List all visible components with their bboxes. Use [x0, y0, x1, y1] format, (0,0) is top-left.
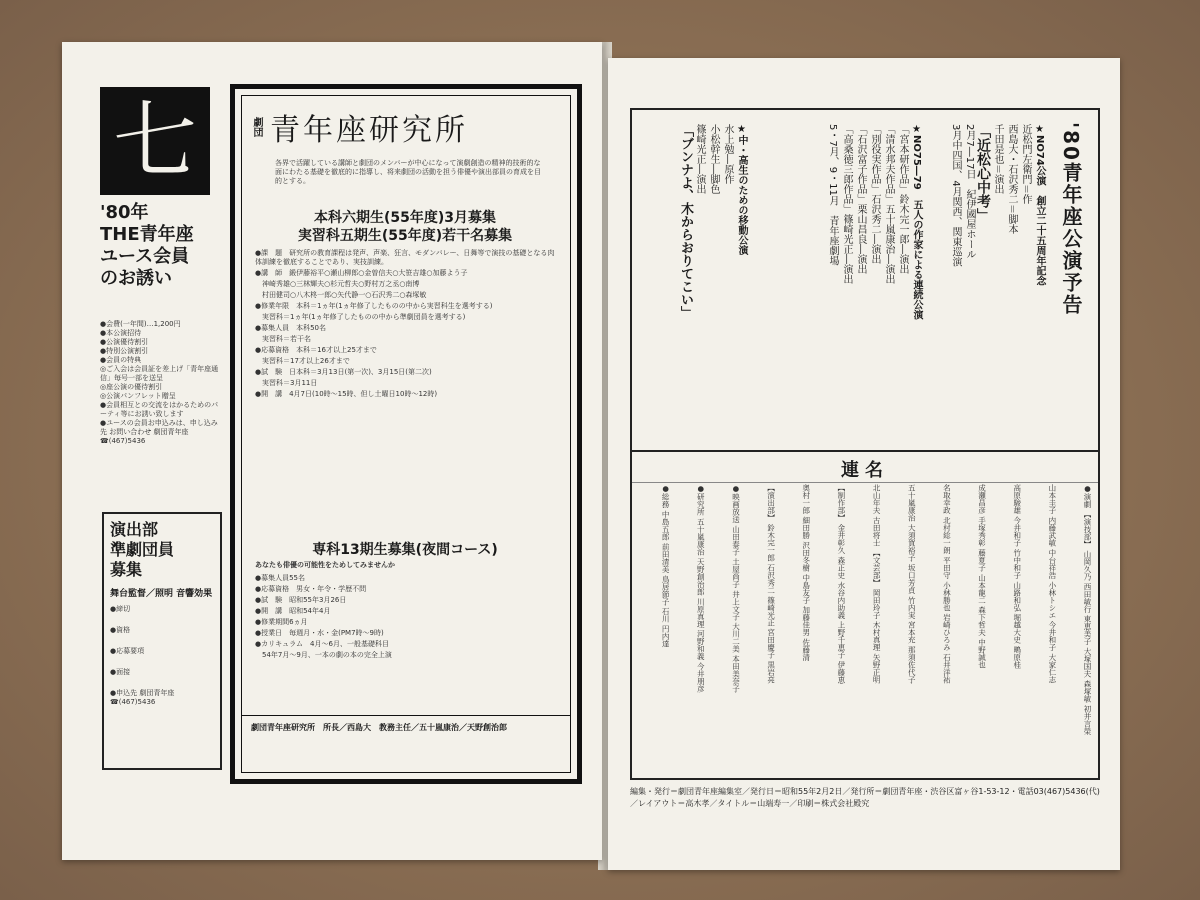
member-column: 高原駿雄 今井和子 竹中和子 山路和弘 堀越大史 鴫原桂 — [1012, 484, 1022, 669]
schedule-line: ★NO74公演 創立二十五周年記念 — [1034, 124, 1045, 286]
schedule-line: 「清水邦夫作品」五十嵐康治―演出 — [883, 124, 894, 284]
section2-item: ●募集人員55名 — [255, 574, 306, 582]
schedule-title: '80青年座公演予告 — [1059, 122, 1083, 316]
promo-line: THE青年座 — [100, 224, 194, 245]
promo-item: ●会員相互との交流をはかるためのパーティ等にお誘い致します — [100, 401, 219, 418]
section1-item: ●講 師 鍛伊藤裕平○瀬山柳郎○金曽信夫○大笹吉雄○加藤よう子 — [255, 269, 468, 277]
member-column: 【制作部】 金井彰久 森正史 水谷内助義 上野千恵子 伊藤恵 — [836, 484, 846, 684]
institute-name: 青年座研究所 — [270, 112, 468, 148]
section1-item: 村田健司○八木柊一郎○矢代静一○石沢秀二○森塚敏 — [255, 291, 427, 299]
recruit-title-line: 募集 — [110, 560, 143, 579]
promo-items — [100, 320, 222, 446]
member-column: 【演出部】 鈴木完一郎 石沢秀二 篠崎光正 宮田慶子 黒岩亮 — [766, 484, 776, 684]
section2-item: ●試 験 昭和55年3月26日 — [255, 596, 347, 604]
section1-item: ●課 題 研究所の教育課程は発声、声楽、狂言、モダンバレー、日舞等で演技の基礎となる肉体訓練を徹底することであり、実技訓練。 — [255, 249, 555, 266]
promo-item: ◎座公演の優待割引 — [100, 383, 163, 391]
promo-item: ●特別公演割引 — [100, 347, 149, 355]
notice-inner-border — [241, 95, 571, 773]
schedule-line: 篠崎光正―演出 — [694, 124, 705, 194]
schedule-line: 「石沢富子作品」栗山昌良―演出 — [855, 124, 866, 274]
schedule-line: ★中・高生のための移動公演 — [736, 124, 747, 255]
recruit-item: ☎(467)5436 — [110, 698, 156, 706]
schedule-line: ★NO75―79 五人の作家による連続公演 — [911, 124, 922, 320]
section1-item: ●修業年限 本科＝1ヵ年(1ヵ年修了したものの中から実習科生を選考する) — [255, 302, 493, 310]
section1-title-b: 実習科五期生(55年度)若干名募集 — [297, 228, 513, 244]
schedule-line: 西島大・石沢秀二＝脚本 — [1006, 124, 1017, 234]
schedule-line: 水上勉―原作 — [722, 124, 733, 184]
member-list-box — [630, 450, 1100, 780]
member-list-title: 連名 — [632, 452, 1098, 483]
seinenza-logo — [100, 87, 210, 195]
right-page — [608, 58, 1120, 870]
member-column: 山本圭子 内藤武敏 中台祥浩 小林トシエ 今井和子 大家仁志 — [1047, 484, 1057, 684]
section2-subtitle: あなたも俳優の可能性をためしてみませんか — [255, 561, 395, 569]
recruit-item: ●面接 — [110, 668, 131, 676]
promo-item: ◎公演パンフレット贈呈 — [100, 392, 176, 400]
evening-course-section — [255, 541, 555, 662]
section1-item: ●募集人員 本科50名 — [255, 324, 327, 332]
promo-item: ◎ご入会は会員証を差上げ「青年座通信」毎号一部を送呈 — [100, 365, 219, 382]
recruit-subtitle: 舞台監督／照明 音響効果 — [110, 589, 213, 599]
regular-course-section — [255, 209, 555, 401]
recruit-item: ●資格 — [110, 626, 131, 634]
logo-glyph: 七 — [112, 92, 197, 190]
schedule-line: 小松幹生―脚色 — [708, 124, 719, 194]
promo-line: ユース会員 — [100, 246, 190, 267]
schedule-line: 「別役実作品」石沢秀二―演出 — [869, 124, 880, 264]
promo-item: ☎(467)5436 — [100, 437, 146, 445]
member-column: ●研究所 五十嵐康治 天野創治郎 川原真理 河野和義 今井朋彦 — [696, 484, 706, 693]
colophon: 編集・発行＝劇団青年座編集室／発行日＝昭和55年2月2日／発行所＝劇団青年座・渋谷区富ヶ谷1-53-12・電話03(467)5436(代)／レイアウト＝高木孝／タイトル＝山端寿一／印刷＝株式会社殿究 — [630, 787, 1100, 808]
recruit-title-line: 演出部 — [110, 520, 159, 539]
schedule-col-no75-79 — [825, 124, 923, 464]
performance-schedule-box — [630, 108, 1100, 480]
promo-line: '80年 — [100, 202, 149, 223]
promo-item: ●会費(一年間)…1,200円 — [100, 320, 181, 328]
schedule-line: 5・7月、9・11月 青年座劇場 — [827, 124, 838, 266]
section1-item: ●試 験 日本科＝3月13日(第一次)、3月15日(第二次) — [255, 368, 432, 376]
section1-items — [255, 249, 555, 399]
schedule-line: 「高桑徳三郎作品」篠崎光正―演出 — [841, 124, 852, 284]
section1-item: ●応募資格 本科＝16才以上25才まで — [255, 346, 377, 354]
member-column: ●映画放送 山田泰子 土屋尚子 井上文子 大川二美 本田美奈子 — [731, 484, 741, 693]
member-column: ●演劇 【演技部】 山岡久乃 西田敏行 東恵美子 大塚国夫 森塚敏 初井言榮 — [1083, 484, 1092, 735]
promo-item: ●公演優待割引 — [100, 338, 149, 346]
left-page — [62, 42, 602, 860]
schedule-line: 「ブンナよ、木からおりてこい」 — [678, 124, 693, 319]
recruit-items — [110, 605, 214, 707]
schedule-line: 「近松心中考」 — [975, 124, 991, 222]
promo-line: のお誘い — [100, 268, 172, 289]
institute-staff-line: 劇団青年座研究所 所長／西島大 教務主任／五十嵐康治／天野創治郎 — [251, 723, 507, 732]
schedule-line: 2月7―17日 紀伊國屋ホール — [964, 124, 975, 260]
section2-item: ●開 講 昭和54年4月 — [255, 607, 331, 615]
section1-item: 実習科＝3月11日 — [255, 379, 318, 387]
promo-item: ●ユースの会員お申込みは、申し込み先 お問い合わせ 劇団青年座 — [100, 419, 218, 436]
section1-item: 実習科＝若干名 — [255, 335, 311, 343]
schedule-col-touring — [678, 124, 748, 464]
member-column: 成瀬昌彦 手塚秀彰 藤夏子 山本龍二 森下哲夫 中野誠也 — [977, 484, 987, 669]
section2-items — [255, 574, 555, 660]
recruit-item: ●応募要項 — [110, 647, 145, 655]
section1-item: 実習科＝1ヵ年(1ヵ年修了したものの中から準劇団員を選考する) — [255, 313, 466, 321]
member-list-grid — [638, 484, 1092, 774]
member-column: 奥村一郎 細田勝 沢田冬樹 中島友子 加藤佳男 佐藤清 — [801, 484, 811, 661]
member-column: ●総務 中島五郎 前田清美 鳥居節子 石川 円内達 — [661, 484, 671, 648]
section2-item: 54年7月～9月、一本の劇の本の完全上演 — [255, 651, 392, 659]
schedule-line: 千田是也＝演出 — [992, 124, 1003, 194]
section2-title: 専科13期生募集(夜間コース) — [312, 542, 498, 558]
notice-footer — [241, 715, 571, 773]
production-staff-recruit-box — [102, 512, 222, 770]
schedule-col-no74 — [948, 124, 1046, 464]
recruit-title-line: 準劇団員 — [110, 540, 175, 559]
institute-intro: 各界で活躍している講師と劇団のメンバーが中心になって演劇創造の精神的技術的な面にわたる基礎を徹底的に指導し、将来劇団の活動を担う俳優や演出部員の育成を目的とする。 — [275, 159, 541, 185]
schedule-line: 近松門左衛門＝作 — [1020, 124, 1031, 204]
section1-title-a: 本科六期生(55年度)3月募集 — [313, 210, 497, 226]
section2-item: ●応募資格 男女・年令・学歴不問 — [255, 585, 367, 593]
recruit-item: ●申込先 劇団青年座 — [110, 689, 175, 697]
institute-notice-frame — [230, 84, 582, 784]
recruit-item: ●締切 — [110, 605, 131, 613]
member-column: 北山年夫 古田将士 【文芸部】 岡田玲子 木村真理 矢野正明 — [872, 484, 882, 684]
section1-item: 神崎秀雄○三林輝夫○杉元哲夫○野村万之丞○南博 — [255, 280, 420, 288]
section2-item: ●修業期間6ヵ月 — [255, 618, 308, 626]
member-column: 名取幸政 北村総一朗 平田守 小林勝也 岩崎ひろみ 石井洋祐 — [942, 484, 952, 684]
promo-item: ●本公演招待 — [100, 329, 142, 337]
member-column: 五十嵐康治 大須賀裕子 坂口芳貞 竹内実 宮本充 那須佐代子 — [907, 484, 917, 684]
institute-prefix: 劇団 — [251, 116, 262, 137]
section1-item: 実習科＝17才以上26才まで — [255, 357, 350, 365]
section1-item: ●開 講 4月7日(10時～15時、但し土曜日10時～12時) — [255, 390, 438, 398]
institute-heading — [249, 99, 567, 154]
schedule-line: 3月中四国、4月関西、関東巡演 — [950, 124, 961, 267]
youth-member-promo — [100, 202, 220, 290]
section2-item: ●カリキュラム 4月～6月、一般基礎科目 — [255, 640, 389, 648]
schedule-line: 「宮本研作品」鈴木完一郎―演出 — [897, 124, 908, 274]
section2-item: ●授業日 毎週月・水・金(PM7時～9時) — [255, 629, 384, 637]
promo-item: ●会員の特典 — [100, 356, 142, 364]
